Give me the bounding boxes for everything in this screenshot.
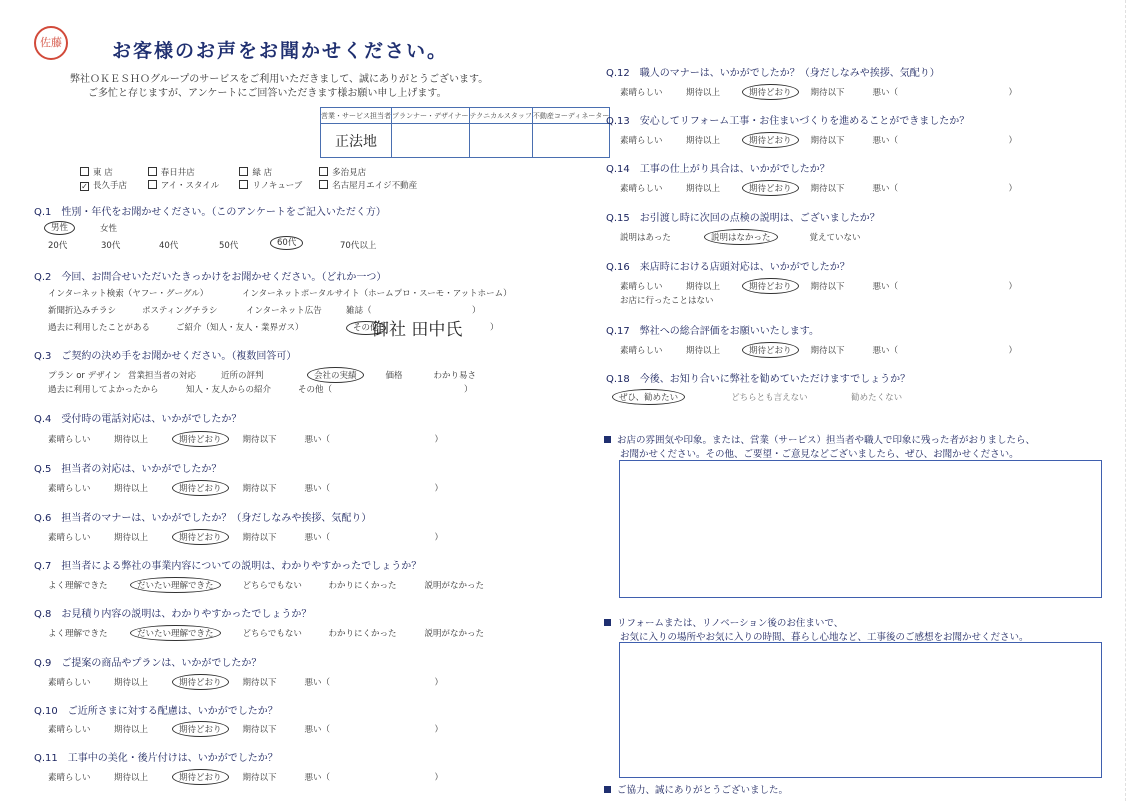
comment-1-prompt: お店の雰囲気や印象。または、営業（サービス）担当者や職人で印象に残った者がおりましたら、 xyxy=(604,432,1035,446)
rating-option[interactable]: 期待以上 xyxy=(114,435,149,445)
q4-options: 素晴らしい 期待以上 期待どおり 期待以下 悪い（ ） xyxy=(48,431,443,447)
store-checkbox[interactable] xyxy=(148,180,157,189)
q2-option[interactable]: ご紹介（知人・友人・業界ガス） xyxy=(176,323,304,333)
rating-option-selected[interactable]: 期待どおり xyxy=(172,721,229,737)
q3-option-selected[interactable]: 会社の実績 xyxy=(307,367,364,383)
bullet-square-icon xyxy=(604,786,611,793)
store-row-1 xyxy=(80,166,366,178)
q18-option[interactable]: どちらとも言えない xyxy=(731,393,808,403)
q17-options: 素晴らしい 期待以上 期待どおり 期待以下 悪い（ ） xyxy=(620,342,1017,358)
q1-option-50s[interactable]: 50代 xyxy=(219,241,239,251)
intro-line-1: 弊社ＯＫＥＳＨＯグループのサービスをご利用いただきまして、誠にありがとうございます。 xyxy=(70,74,489,85)
store-label: 緑 店 xyxy=(252,168,273,178)
store-label: リノキューブ xyxy=(252,181,303,191)
q2-row-2: 新聞折込みチラシ ポスティングチラシ インターネット広告 雑誌（ ） xyxy=(48,306,481,316)
rating-option-selected[interactable]: 期待どおり xyxy=(742,180,799,196)
page-title: お客様のお声をお聞かせください。 xyxy=(112,40,449,62)
bullet-square-icon xyxy=(604,619,611,626)
rating-option-selected[interactable]: 期待どおり xyxy=(172,480,229,496)
q10-options: 素晴らしい 期待以上 期待どおり 期待以下 悪い（ ） xyxy=(48,721,443,737)
store-checkbox[interactable] xyxy=(319,167,328,176)
staff-header-planner: プランナー・デザイナー xyxy=(392,108,470,124)
rating-option[interactable]: 期待以下 xyxy=(810,346,845,356)
store-checkbox[interactable] xyxy=(239,167,248,176)
thanks-note: ご協力、誠にありがとうございました。 xyxy=(604,782,788,796)
q18-option-selected[interactable]: ぜひ、勧めたい xyxy=(612,389,685,405)
q3-option[interactable]: 過去に利用してよかったから xyxy=(48,385,159,395)
rating-option[interactable]: 素晴らしい xyxy=(48,533,91,543)
q6-options: 素晴らしい 期待以上 期待どおり 期待以下 悪い（ ） xyxy=(48,529,443,545)
question-q4: Q.4 受付時の電話対応は、いかがでしたか？ xyxy=(34,410,244,425)
staff-value-technical xyxy=(469,124,532,158)
store-label: 春日井店 xyxy=(160,168,195,178)
rating-option-selected[interactable]: 期待どおり xyxy=(742,342,799,358)
rating-option[interactable]: 期待以上 xyxy=(686,282,721,292)
question-q5: Q.5 担当者の対応は、いかがでしたか？ xyxy=(34,460,224,475)
question-q6: Q.6 担当者のマナーは、いかがでしたか？（身だしなみや挨拶、気配り） xyxy=(34,513,372,524)
q3-row-2: 過去に利用してよかったから 知人・友人からの紹介 その他（ ） xyxy=(48,385,473,395)
rating-option[interactable]: 悪い（ xyxy=(872,184,899,194)
comment-1-textarea[interactable] xyxy=(619,460,1102,598)
staff-header-sales: 営業・サービス担当者 xyxy=(321,108,392,124)
rating-option-selected[interactable]: 期待どおり xyxy=(172,431,229,447)
store-checkbox[interactable] xyxy=(80,167,89,176)
understand-option[interactable]: わかりにくかった xyxy=(328,629,397,639)
rating-option[interactable]: 悪い（ xyxy=(872,88,899,98)
q3-option[interactable]: わかり易さ xyxy=(433,371,477,381)
store-checkbox[interactable] xyxy=(239,180,248,189)
q16-options: 素晴らしい 期待以上 期待どおり 期待以下 悪い（ ） xyxy=(620,278,1017,294)
q3-option[interactable]: 知人・友人からの紹介 xyxy=(186,385,272,395)
q16-option-never-visited[interactable]: お店に行ったことはない xyxy=(620,296,714,306)
rating-option[interactable]: 悪い（ xyxy=(304,725,331,735)
rating-option[interactable]: 素晴らしい xyxy=(48,484,91,494)
staff-header-technical: テクニカルスタッフ xyxy=(469,108,532,124)
rating-option[interactable]: 期待以下 xyxy=(242,773,277,783)
store-label: 長久手店 xyxy=(93,181,128,191)
rating-option[interactable]: 期待以下 xyxy=(242,725,277,735)
question-q3: Q.3 ご契約の決め手をお聞かせください。（複数回答可） xyxy=(34,347,304,362)
q13-options: 素晴らしい 期待以上 期待どおり 期待以下 悪い（ ） xyxy=(620,132,1017,148)
rating-option[interactable]: 期待以下 xyxy=(810,88,845,98)
question-q13: Q.13 安心してリフォーム工事・お住まいづくりを進めることができましたか？ xyxy=(606,116,970,127)
understand-option-selected[interactable]: だいたい理解できた xyxy=(130,625,221,641)
store-label: アイ・スタイル xyxy=(160,181,220,191)
rating-option[interactable]: 期待以下 xyxy=(810,282,845,292)
rating-option[interactable]: 期待以下 xyxy=(242,678,277,688)
store-checkbox[interactable] xyxy=(148,167,157,176)
name-stamp: 佐藤 xyxy=(34,26,68,60)
question-q7: Q.7 担当者による弊社の事業内容についての説明は、わかりやすかったでしょうか？ xyxy=(34,561,422,572)
q5-options: 素晴らしい 期待以上 期待どおり 期待以下 悪い（ ） xyxy=(48,480,443,496)
q7-options xyxy=(48,577,484,593)
rating-option[interactable]: 悪い（ xyxy=(304,533,331,543)
rating-option[interactable]: 素晴らしい xyxy=(48,435,91,445)
rating-option[interactable]: 素晴らしい xyxy=(620,346,663,356)
q11-options: 素晴らしい 期待以上 期待どおり 期待以下 悪い（ ） xyxy=(48,769,443,785)
q15-option[interactable]: 説明はあった xyxy=(620,233,671,243)
intro-line-2: ご多忙と存じますが、アンケートにご回答いただきます様お願い申し上げます。 xyxy=(88,88,447,99)
rating-option[interactable]: 期待以下 xyxy=(242,533,277,543)
rating-option[interactable]: 期待以上 xyxy=(686,88,721,98)
q1-option-70s[interactable]: 70代以上 xyxy=(340,241,377,251)
rating-option-selected[interactable]: 期待どおり xyxy=(172,529,229,545)
rating-option[interactable]: 素晴らしい xyxy=(620,184,663,194)
store-checkbox[interactable] xyxy=(319,180,328,189)
store-label: 多治見店 xyxy=(332,168,367,178)
q2-option[interactable]: ポスティングチラシ xyxy=(142,306,218,316)
q12-options: 素晴らしい 期待以上 期待どおり 期待以下 悪い（ ） xyxy=(620,84,1017,100)
page-edge-divider xyxy=(1125,0,1126,801)
q3-option[interactable]: 価格 xyxy=(385,371,403,381)
staff-value-sales: 正法地 xyxy=(321,124,392,158)
q15-option[interactable]: 覚えていない xyxy=(809,233,861,243)
q2-option[interactable]: インターネット検索（ヤフー・グーグル） xyxy=(48,289,209,299)
q1-option-30s[interactable]: 30代 xyxy=(101,241,121,251)
rating-option-selected[interactable]: 期待どおり xyxy=(742,132,799,148)
rating-option[interactable]: 悪い（ xyxy=(304,435,331,445)
question-q11: Q.11 工事中の美化・後片付けは、いかがでしたか？ xyxy=(34,753,278,764)
question-q12: Q.12 職人のマナーは、いかがでしたか？（身だしなみや挨拶、気配り） xyxy=(606,68,940,79)
store-checkbox-checked[interactable]: ✓ xyxy=(81,182,88,191)
q3-option[interactable]: 近所の評判 xyxy=(221,371,264,381)
comment-2-prompt: リフォームまたは、リノベーション後のお住まいで、 xyxy=(604,615,843,629)
question-q14: Q.14 工事の仕上がり具合は、いかがでしたか？ xyxy=(606,164,830,175)
understand-option-selected[interactable]: だいたい理解できた xyxy=(130,577,221,593)
staff-value-realestate xyxy=(532,124,609,158)
staff-value-planner xyxy=(392,124,470,158)
question-q2: Q.2 今回、お問合せいただいたきっかけをお聞かせください。（どれか一つ） xyxy=(34,272,387,283)
rating-option[interactable]: 悪い（ xyxy=(304,678,331,688)
q2-option[interactable]: 雑誌（ xyxy=(346,306,372,316)
q14-options: 素晴らしい 期待以上 期待どおり 期待以下 悪い（ ） xyxy=(620,180,1017,196)
bullet-square-icon xyxy=(604,436,611,443)
understand-option[interactable]: よく理解できた xyxy=(48,581,108,591)
rating-option[interactable]: 素晴らしい xyxy=(48,725,91,735)
staff-header-realestate: 不動産コーディネーター xyxy=(532,108,609,124)
question-q17: Q.17 弊社への総合評価をお願いいたします。 xyxy=(606,326,819,337)
question-q10: Q.10 ご近所さまに対する配慮は、いかがでしたか？ xyxy=(34,706,278,717)
rating-option[interactable]: 素晴らしい xyxy=(620,88,663,98)
understand-option[interactable]: 説明がなかった xyxy=(424,629,485,639)
q2-handwritten-answer: 御社 田中氏 xyxy=(372,320,463,340)
rating-option[interactable]: 素晴らしい xyxy=(620,282,663,292)
q2-option[interactable]: 過去に利用したことがある xyxy=(48,323,151,333)
question-q9: Q.9 ご提案の商品やプランは、いかがでしたか？ xyxy=(34,658,262,669)
q15-options xyxy=(620,229,861,245)
rating-option[interactable]: 期待以上 xyxy=(686,346,721,356)
rating-option[interactable]: 悪い（ xyxy=(872,136,899,146)
understand-option[interactable]: どちらでもない xyxy=(242,581,302,591)
q8-options xyxy=(48,625,484,641)
rating-option[interactable]: 期待以上 xyxy=(114,533,149,543)
rating-option[interactable]: 悪い（ xyxy=(872,282,899,292)
rating-option[interactable]: 期待以下 xyxy=(810,184,845,194)
rating-option-selected[interactable]: 期待どおり xyxy=(742,278,799,294)
rating-option[interactable]: 期待以下 xyxy=(810,136,845,146)
rating-option[interactable]: 悪い（ xyxy=(304,484,331,494)
q3-option[interactable]: プラン or デザイン xyxy=(48,371,122,381)
understand-option[interactable]: よく理解できた xyxy=(48,629,108,639)
question-q16: Q.16 来店時における店頭対応は、いかがでしたか？ xyxy=(606,262,850,273)
comment-1-prompt-2: お聞かせください。その他、ご要望・ご意見などございましたら、ぜひ、お聞かせください。 xyxy=(620,449,1019,460)
rating-option-selected[interactable]: 期待どおり xyxy=(172,674,229,690)
store-row-2 xyxy=(80,179,417,191)
rating-option[interactable]: 期待以上 xyxy=(114,725,149,735)
q1-option-male[interactable]: 男性 xyxy=(44,221,75,233)
q3-row-1 xyxy=(48,367,476,383)
q2-option-other[interactable]: その他 xyxy=(346,321,386,335)
rating-option[interactable]: 期待以上 xyxy=(686,184,721,194)
rating-option[interactable]: 素晴らしい xyxy=(620,136,663,146)
comment-2-prompt-2: お気に入りの場所やお気に入りの時間、暮らし心地など、工事後のご感想をお聞かせください。 xyxy=(620,632,1029,643)
rating-option-selected[interactable]: 期待どおり xyxy=(742,84,799,100)
question-text: 性別・年代をお聞かせください。（このアンケートをご記入いただく方） xyxy=(61,207,386,218)
understand-option[interactable]: どちらでもない xyxy=(242,629,302,639)
q1-option-60s[interactable]: 60代 xyxy=(270,236,303,248)
store-label: 東 店 xyxy=(93,168,113,178)
question-q15: Q.15 お引渡し時に次回の点検の説明は、ございましたか？ xyxy=(606,213,880,224)
staff-table xyxy=(320,107,610,158)
q1-option-female[interactable]: 女性 xyxy=(100,224,118,234)
q3-option[interactable]: その他（ xyxy=(298,385,333,395)
question-q8: Q.8 お見積り内容の説明は、わかりやすかったでしょうか？ xyxy=(34,609,312,620)
q18-option[interactable]: 勧めたくない xyxy=(851,393,903,403)
rating-option-selected[interactable]: 期待どおり xyxy=(172,769,229,785)
q1-option-40s[interactable]: 40代 xyxy=(159,241,179,251)
q2-option[interactable]: インターネットポータルサイト（ホームプロ・スーモ・アットホーム） xyxy=(242,289,512,299)
q2-option[interactable]: インターネット広告 xyxy=(246,306,322,316)
q3-option[interactable]: 営業担当者の対応 xyxy=(128,371,197,381)
q2-row-3 xyxy=(48,321,386,333)
comment-2-textarea[interactable] xyxy=(619,642,1102,778)
understand-option[interactable]: 説明がなかった xyxy=(424,581,485,591)
store-label: 名古屋月エイジ不動産 xyxy=(332,181,418,191)
rating-option[interactable]: 期待以下 xyxy=(242,435,277,445)
rating-option[interactable]: 期待以上 xyxy=(114,678,149,688)
q2-close-paren: ） xyxy=(490,323,499,333)
question-q18: Q.18 今後、お知り合いに弊社を勧めていただけますでしょうか？ xyxy=(606,374,911,385)
rating-option[interactable]: 悪い（ xyxy=(304,773,331,783)
q9-options: 素晴らしい 期待以上 期待どおり 期待以下 悪い（ ） xyxy=(48,674,443,690)
rating-option[interactable]: 期待以上 xyxy=(686,136,721,146)
rating-option[interactable]: 素晴らしい xyxy=(48,678,91,688)
rating-option[interactable]: 悪い（ xyxy=(872,346,899,356)
question-q1: Q.1 性別・年代をお聞かせください。（このアンケートをご記入いただく方） xyxy=(34,207,386,218)
q15-option-selected[interactable]: 説明はなかった xyxy=(704,229,778,245)
q18-options xyxy=(612,389,902,405)
q2-row-1 xyxy=(48,287,512,299)
q2-option[interactable]: 新聞折込みチラシ xyxy=(48,306,117,316)
q1-option-20s[interactable]: 20代 xyxy=(48,241,68,251)
rating-option[interactable]: 素晴らしい xyxy=(48,773,91,783)
rating-option[interactable]: 期待以上 xyxy=(114,484,149,494)
rating-option[interactable]: 期待以下 xyxy=(242,484,277,494)
understand-option[interactable]: わかりにくかった xyxy=(328,581,397,591)
rating-option[interactable]: 期待以上 xyxy=(114,773,149,783)
